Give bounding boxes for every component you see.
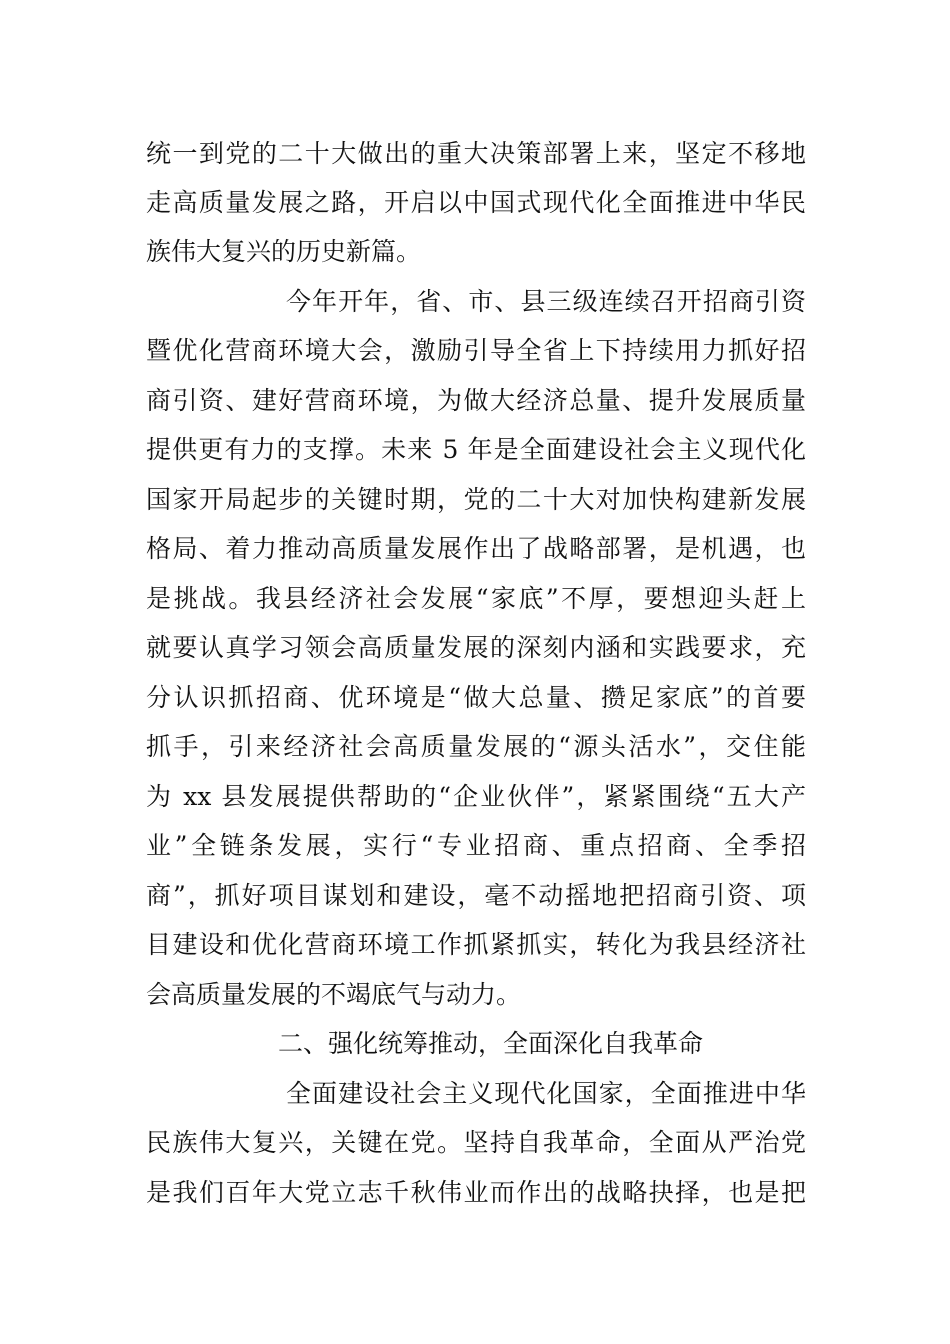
paragraph-first-line: 今年开年，省、市、县三级连续召开招商引资 bbox=[286, 287, 806, 316]
body-text-line: 分认识抓招商、优环境是“做大总量、攒足家底”的首要 bbox=[146, 683, 806, 712]
body-text-line: 国家开局起步的关键时期，党的二十大对加快构建新发展 bbox=[146, 485, 806, 514]
body-text-line: 业”全链条发展，实行“专业招商、重点招商、全季招 bbox=[146, 831, 806, 860]
paragraph-first-line: 全面建设社会主义现代化国家，全面推进中华 bbox=[286, 1079, 806, 1108]
body-text-line: 商引资、建好营商环境，为做大经济总量、提升发展质量 bbox=[146, 386, 806, 415]
body-text-line: 就要认真学习领会高质量发展的深刻内涵和实践要求，充 bbox=[146, 633, 806, 662]
body-text-line: 提供更有力的支撑。未来 5 年是全面建设社会主义现代化 bbox=[146, 435, 806, 464]
body-text-line: 是我们百年大党立志千秋伟业而作出的战略抉择，也是把 bbox=[146, 1178, 806, 1207]
body-text-line: 会高质量发展的不竭底气与动力。 bbox=[146, 980, 522, 1009]
body-text-line: 走高质量发展之路，开启以中国式现代化全面推进中华民 bbox=[146, 188, 806, 217]
body-text-line: 商”，抓好项目谋划和建设，毫不动摇地把招商引资、项 bbox=[146, 881, 806, 910]
body-text-line: 抓手，引来经济社会高质量发展的“源头活水”，交住能 bbox=[146, 732, 806, 761]
body-text-line: 民族伟大复兴，关键在党。坚持自我革命，全面从严治党 bbox=[146, 1128, 806, 1157]
body-text-line: 暨优化营商环境大会，激励引导全省上下持续用力抓好招 bbox=[146, 336, 806, 365]
body-text-line: 为 xx 县发展提供帮助的“企业伙伴”，紧紧围绕“五大产 bbox=[146, 782, 806, 811]
body-text-line: 目建设和优化营商环境工作抓紧抓实，转化为我县经济社 bbox=[146, 930, 806, 959]
body-text-line: 族伟大复兴的历史新篇。 bbox=[146, 237, 422, 266]
body-text-line: 统一到党的二十大做出的重大决策部署上来，坚定不移地 bbox=[146, 139, 806, 168]
body-text-line: 格局、着力推动高质量发展作出了战略部署，是机遇，也 bbox=[146, 534, 806, 563]
body-text-line: 是挑战。我县经济社会发展“家底”不厚，要想迎头赶上 bbox=[146, 584, 806, 613]
section-heading: 二、强化统筹推动，全面深化自我革命 bbox=[278, 1029, 704, 1058]
